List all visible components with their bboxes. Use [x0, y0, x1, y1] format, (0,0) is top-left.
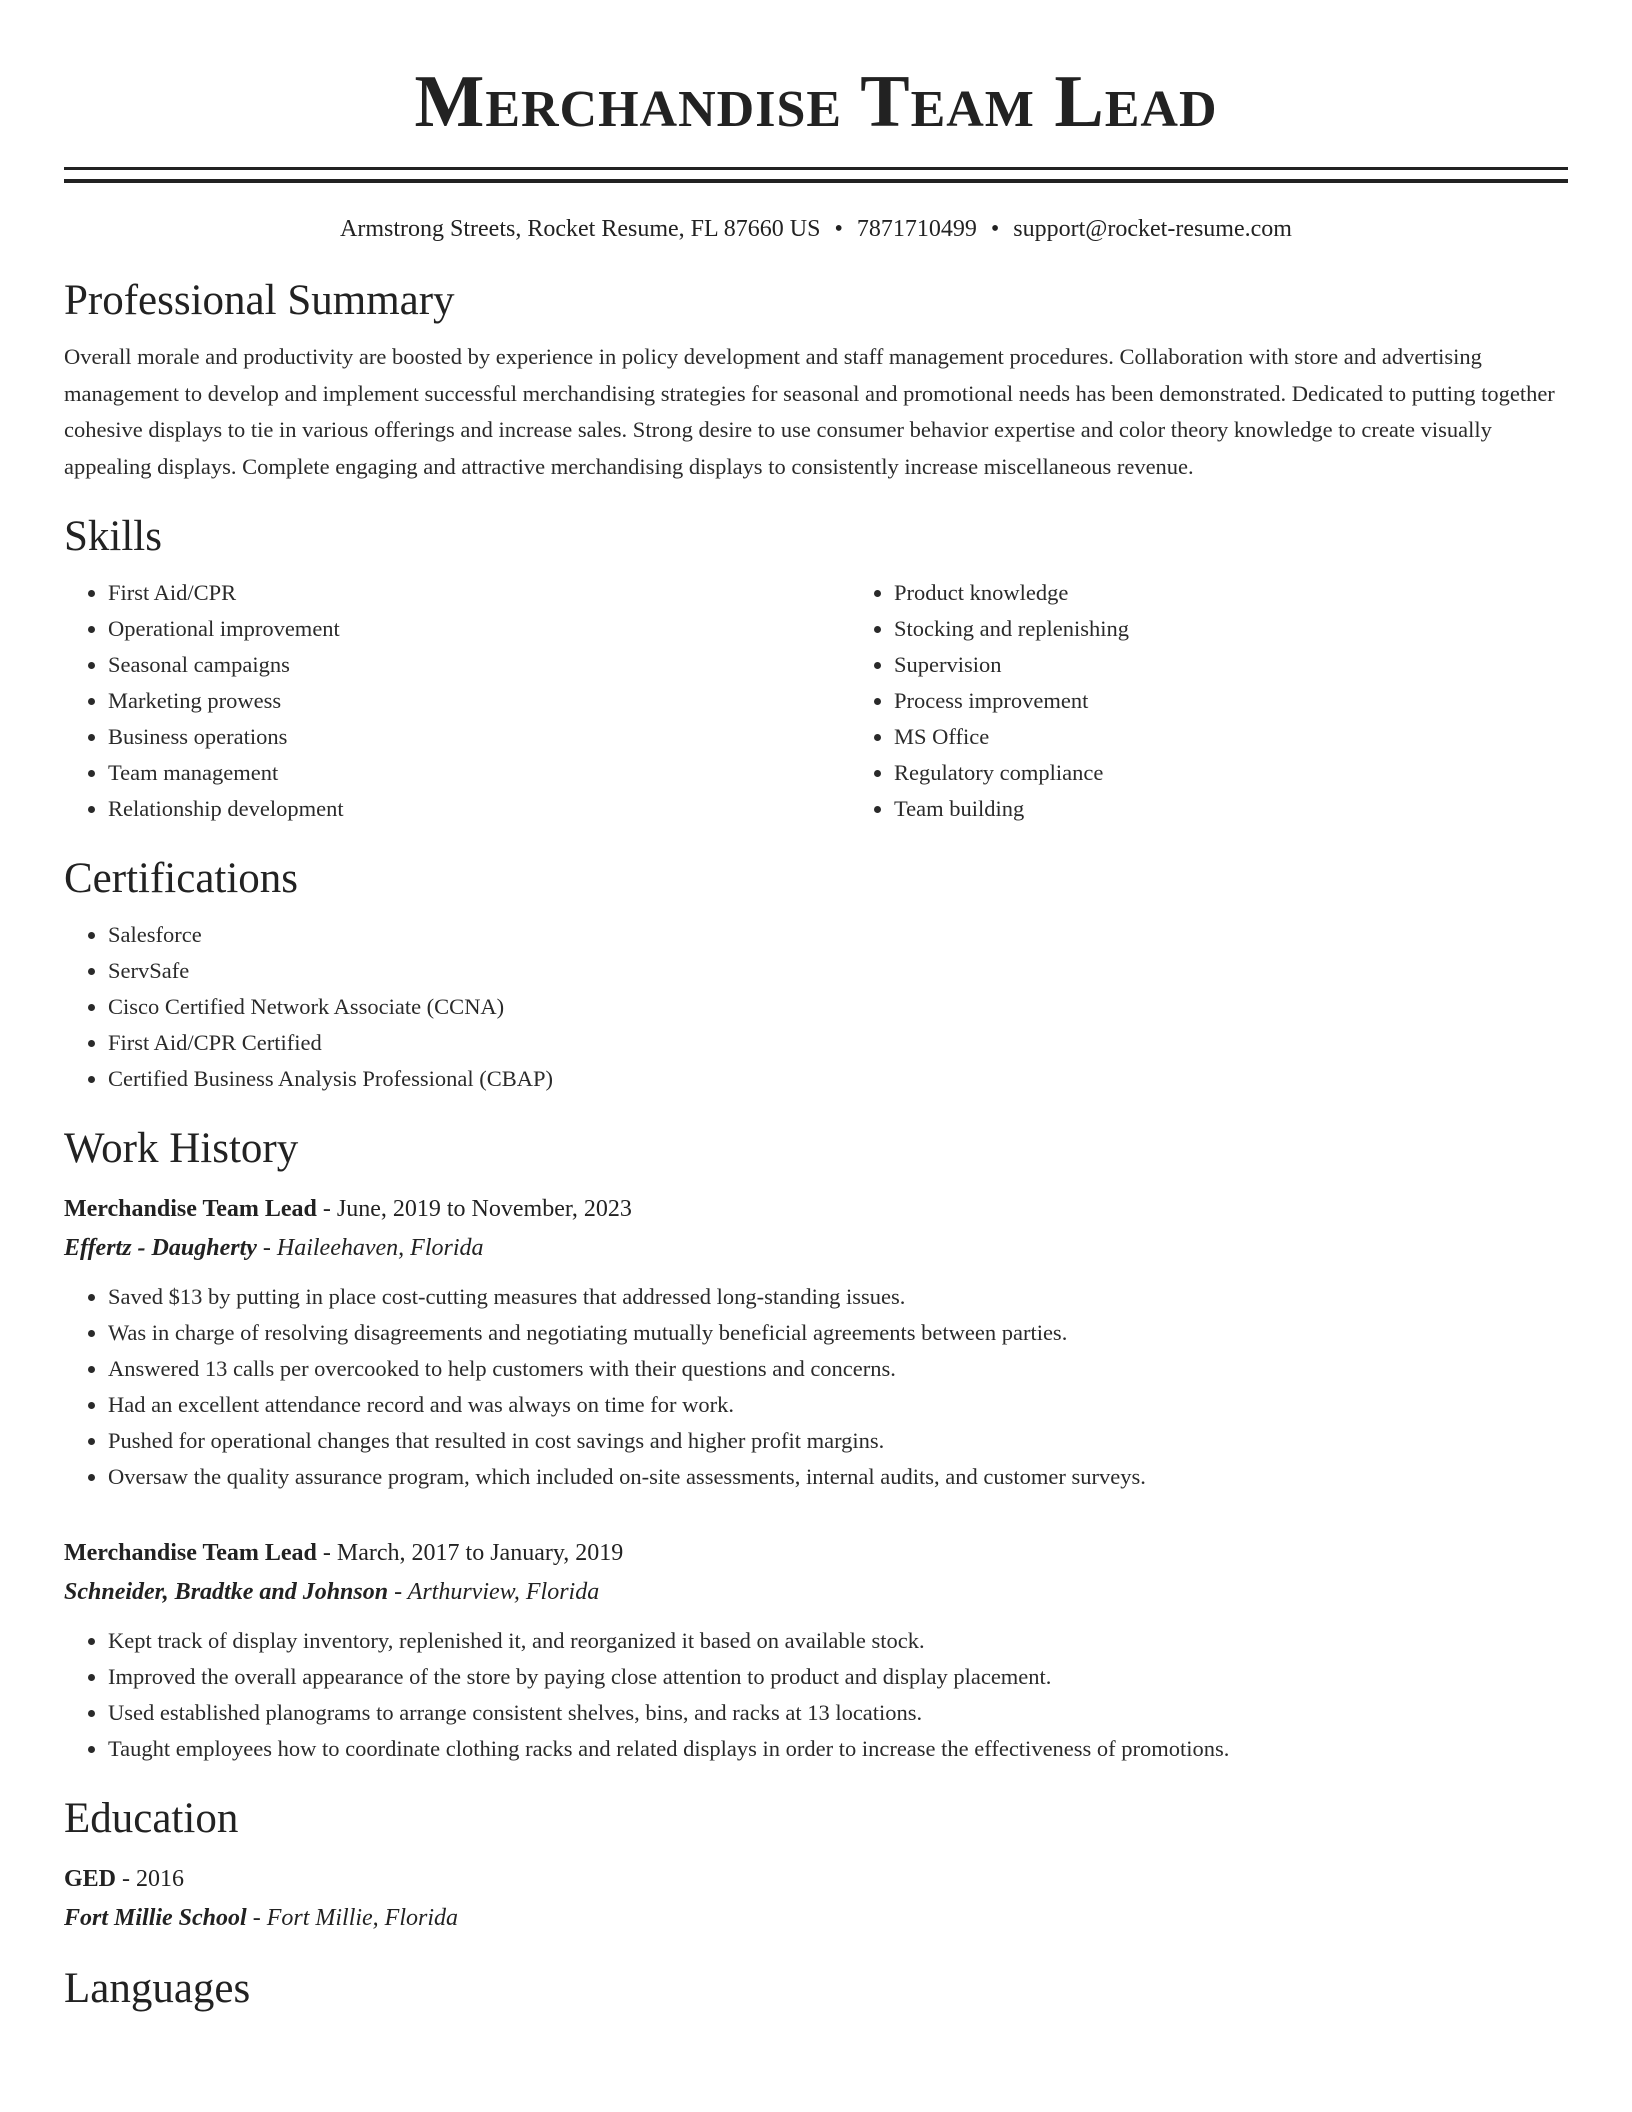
job-dates: - March, 2017 to January, 2019 [316, 1540, 624, 1566]
job-company: Effertz - Daugherty [64, 1235, 257, 1261]
certification-item: • ServSafe [108, 953, 1568, 989]
contact-line [64, 213, 1568, 245]
skill-item: • First Aid/CPR [108, 575, 850, 611]
job-bullet: • Had an excellent attendance record and was always on time for work. [108, 1387, 1568, 1423]
job-bullets [64, 1279, 1568, 1495]
skill-item: • Stocking and replenishing [894, 611, 1632, 647]
skill-item: • Regulatory compliance [894, 755, 1632, 791]
certifications-heading: Certifications [64, 855, 299, 902]
skill-item: • Seasonal campaigns [108, 647, 850, 683]
skill-item: • Product knowledge [894, 575, 1632, 611]
job-bullets [64, 1623, 1568, 1767]
contact-phone: 7871710499 [856, 216, 977, 242]
job-role: Merchandise Team Lead [64, 1540, 317, 1566]
certification-item: • First Aid/CPR Certified [108, 1025, 1568, 1061]
job-bullet: • Saved $13 by putting in place cost-cutting measures that addressed long-standing issues. [108, 1279, 1568, 1315]
skill-item: • Operational improvement [108, 611, 850, 647]
education-school-line [64, 1899, 1568, 1937]
job-bullet: • Was in charge of resolving disagreements and negotiating mutually beneficial agreements between parties. [108, 1315, 1568, 1351]
job-bullet: • Pushed for operational changes that resulted in cost savings and higher profit margins. [108, 1423, 1568, 1459]
skill-item: • Marketing prowess [108, 683, 850, 719]
education-degree: GED [64, 1866, 117, 1892]
skill-item: • Team management [108, 755, 850, 791]
education-heading: Education [64, 1795, 239, 1842]
contact-separator: • [990, 216, 1000, 242]
job-bullet: • Used established planograms to arrange consistent shelves, bins, and racks at 13 locations. [108, 1695, 1568, 1731]
skills-heading: Skills [64, 513, 162, 560]
job-company: Schneider, Bradtke and Johnson [64, 1579, 389, 1605]
job-bullet: • Improved the overall appearance of the store by paying close attention to product and display placement. [108, 1659, 1568, 1695]
job-location: - Haileehaven, Florida [256, 1235, 484, 1261]
summary-text: Overall morale and productivity are boosted by experience in policy development and staff management procedures. Collaboration with store and advertising management to develop and implement successful merchandising strategies for seasonal and promotional needs has been demonstrated. Dedicated to putting together cohesive displays to tie in various offerings and increase sales. Strong desire to use consumer behavior expertise and color theory knowledge to create visually appealing displays. Complete engaging and attractive merchandising displays to consistently increase miscellaneous revenue. [64, 344, 1555, 479]
resume-name: Merchandise Team Lead [414, 61, 1218, 143]
education-entry [64, 1859, 1568, 1937]
certifications-list [64, 917, 1568, 1097]
skills-list-left [64, 575, 850, 827]
certification-item: • Cisco Certified Network Associate (CCNA) [108, 989, 1568, 1025]
education-school: Fort Millie School [64, 1905, 247, 1931]
job-dates: - June, 2019 to November, 2023 [316, 1196, 632, 1222]
education-degree-line [64, 1859, 1568, 1899]
summary-heading: Professional Summary [64, 277, 455, 324]
contact-address: Armstrong Streets, Rocket Resume, FL 87660 US [340, 216, 821, 242]
contact-separator: • [834, 216, 843, 242]
skills-columns [64, 575, 1568, 827]
contact-email: support@rocket-resume.com [1013, 216, 1292, 242]
languages-heading: Languages [64, 1965, 251, 2012]
skills-list-right [850, 575, 1632, 827]
skill-item: • Supervision [894, 647, 1632, 683]
education-year: - 2016 [116, 1866, 185, 1892]
job-bullet: • Answered 13 calls per overcooked to help customers with their questions and concerns. [108, 1351, 1568, 1387]
job-location: - Arthurview, Florida [388, 1579, 600, 1605]
job-role: Merchandise Team Lead [64, 1196, 317, 1222]
job-entry [64, 1189, 1568, 1495]
skill-item: • Business operations [108, 719, 850, 755]
work-history-heading: Work History [64, 1125, 299, 1172]
skill-item: • Process improvement [894, 683, 1632, 719]
job-entry [64, 1533, 1568, 1767]
job-bullet: • Kept track of display inventory, replenished it, and reorganized it based on available stock. [108, 1623, 1568, 1659]
certification-item: • Salesforce [108, 917, 1568, 953]
job-company-line [64, 1573, 1568, 1611]
education-location: - Fort Millie, Florida [246, 1905, 459, 1931]
header-double-rule [64, 167, 1568, 183]
job-bullet: • Oversaw the quality assurance program, which included on-site assessments, internal audits, and customer surveys. [108, 1459, 1568, 1495]
skill-item: • MS Office [894, 719, 1632, 755]
job-bullet: • Taught employees how to coordinate clothing racks and related displays in order to increase the effectiveness of promotions. [108, 1731, 1568, 1767]
job-title-line [64, 1533, 1568, 1573]
certification-item: • Certified Business Analysis Professional (CBAP) [108, 1061, 1568, 1097]
skill-item: • Relationship development [108, 791, 850, 827]
skill-item: • Team building [894, 791, 1632, 827]
job-company-line [64, 1229, 1568, 1267]
job-title-line [64, 1189, 1568, 1229]
